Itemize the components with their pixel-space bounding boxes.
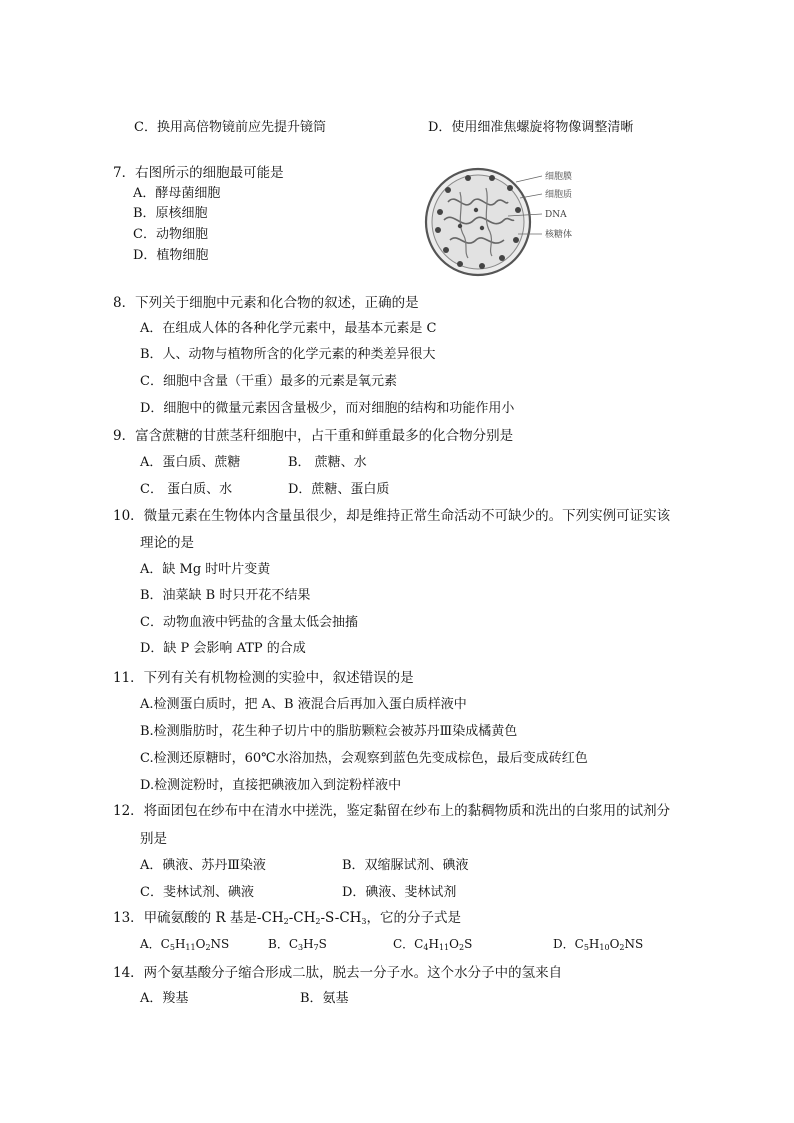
q7-option-c: C．动物细胞: [133, 227, 208, 242]
q14-stem: 14．两个氨基酸分子缩合形成二肽，脱去一分子水。这个水分子中的氢来自: [113, 965, 563, 981]
q14-option-b: B．氨基: [300, 991, 349, 1006]
q8-option-d: D．细胞中的微量元素因含量极少，而对细胞的结构和功能作用小: [140, 401, 515, 416]
q12-option-b: B．双缩脲试剂、碘液: [342, 858, 469, 873]
q6-option-c: C．换用高倍物镜前应先提升镜筒: [134, 120, 326, 135]
cell-diagram: [420, 162, 600, 280]
q9-option-b: B． 蔗糖、水: [288, 455, 367, 470]
q8-option-c: C．细胞中含量（干重）最多的元素是氧元素: [140, 374, 397, 389]
q11-option-c: C.检测还原糖时，60℃水浴加热，会观察到蓝色先变成棕色，最后变成砖红色: [140, 751, 588, 766]
q12-option-c: C．斐林试剂、碘液: [140, 885, 254, 900]
q13-option-a: A．$C_5H_{11}O_2NS$: [140, 937, 230, 952]
q13-option-b: B．$C_3H_7S$: [268, 937, 327, 952]
q8-stem: 8．下列关于细胞中元素和化合物的叙述，正确的是: [113, 295, 419, 311]
label-cytoplasm: 细胞质: [545, 190, 573, 200]
q13-option-d: D．$C_5H_{10}O_2NS$: [553, 937, 644, 952]
q9-option-a: A．蛋白质、蔗糖: [140, 455, 241, 470]
q10-stem-line2: 理论的是: [140, 535, 194, 551]
q11-option-a: A.检测蛋白质时，把 A、B 液混合后再加入蛋白质样液中: [140, 697, 467, 712]
q12-option-a: A．碘液、苏丹Ⅲ染液: [140, 858, 266, 873]
q8-option-b: B．人、动物与植物所含的化学元素的种类差异很大: [140, 347, 436, 362]
q9-option-d: D．蔗糖、蛋白质: [288, 482, 390, 497]
q10-stem-line1: 10．微量元素在生物体内含量虽很少，却是维持正常生命活动不可缺少的。下列实例可证实该: [113, 508, 671, 524]
q12-option-d: D．碘液、斐林试剂: [342, 885, 457, 900]
q7-stem: 7．右图所示的细胞最可能是: [113, 165, 284, 181]
q6-option-d: D．使用细准焦螺旋将物像调整清晰: [428, 120, 634, 135]
q9-stem: 9．富含蔗糖的甘蔗茎秆细胞中，占干重和鲜重最多的化合物分别是: [113, 428, 514, 444]
q7-option-a: A．酵母菌细胞: [133, 186, 221, 201]
q10-option-d: D．缺 P 会影响 ATP 的合成: [140, 641, 306, 656]
q11-stem: 11．下列有关有机物检测的实验中，叙述错误的是: [113, 670, 414, 686]
label-cell-membrane: 细胞膜: [545, 172, 573, 182]
q13-stem: 13．甲硫氨酸的 R 基是$-CH_2-CH_2-S-CH_3$，它的分子式是: [113, 910, 462, 926]
q12-stem-line1: 12．将面团包在纱布中在清水中搓洗，鉴定黏留在纱布上的黏稠物质和洗出的白浆用的试剂分: [113, 803, 671, 819]
q11-option-d: D.检测淀粉时，直接把碘液加入到淀粉样液中: [140, 778, 402, 793]
q7-option-d: D．植物细胞: [133, 248, 209, 263]
label-dna: DNA: [545, 210, 567, 220]
q11-option-b: B.检测脂肪时，花生种子切片中的脂肪颗粒会被苏丹Ⅲ染成橘黄色: [140, 724, 518, 739]
q14-option-a: A．羧基: [140, 991, 189, 1006]
q12-stem-line2: 别是: [140, 831, 167, 847]
q8-option-a: A．在组成人体的各种化学元素中，最基本元素是 C: [140, 321, 437, 336]
q9-option-c: C． 蛋白质、水: [140, 482, 233, 497]
q10-option-c: C．动物血液中钙盐的含量太低会抽搐: [140, 615, 358, 630]
q10-option-a: A．缺 Mg 时叶片变黄: [140, 562, 271, 577]
q13-option-c: C．$C_4H_{11}O_2S$: [393, 937, 473, 952]
label-ribosome: 核糖体: [545, 230, 573, 240]
q7-option-b: B．原核细胞: [133, 206, 208, 221]
q10-option-b: B．油菜缺 B 时只开花不结果: [140, 588, 311, 603]
